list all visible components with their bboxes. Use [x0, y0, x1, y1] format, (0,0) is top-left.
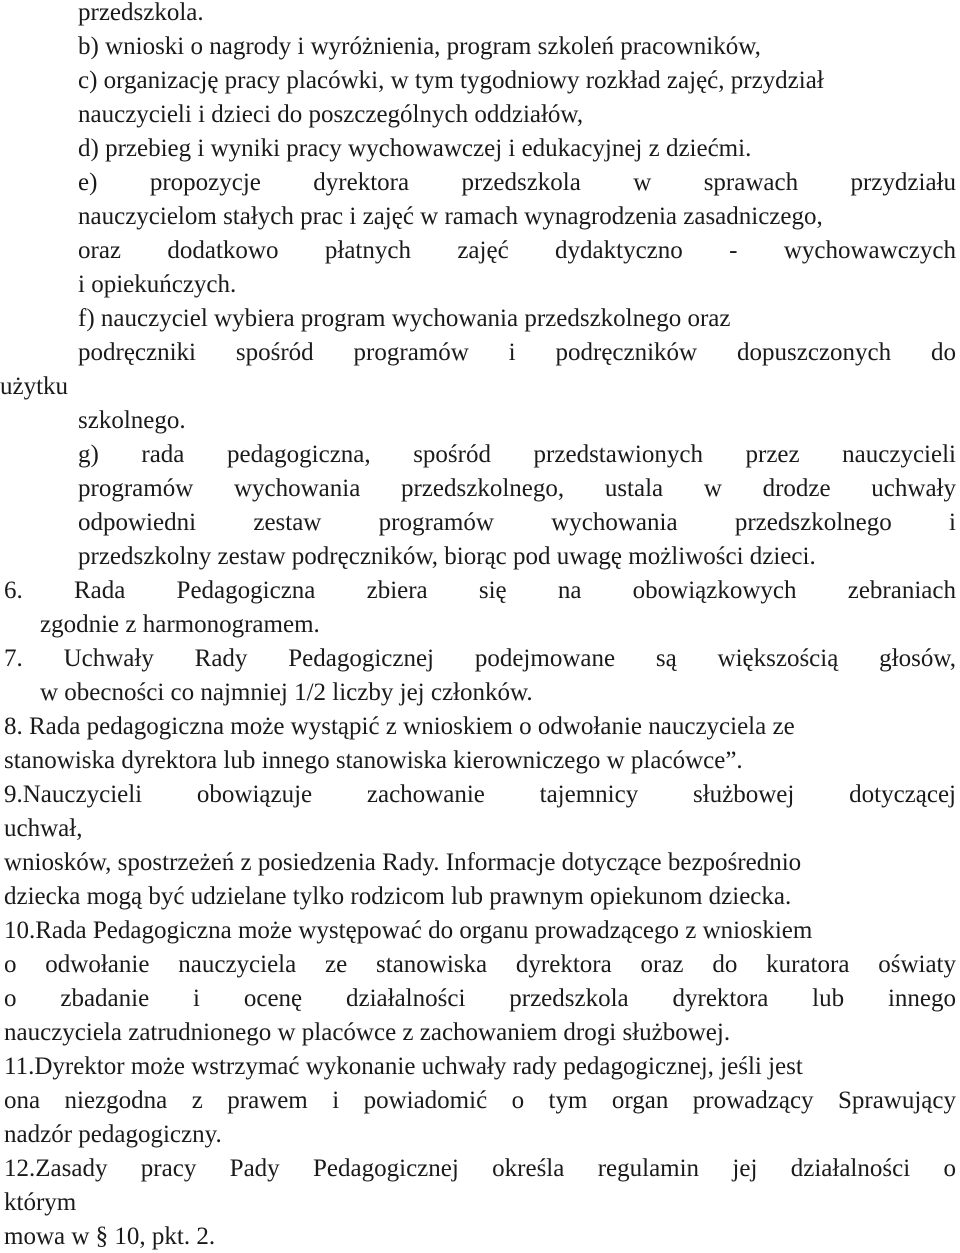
text-line: d) przebieg i wyniki pracy wychowawczej i edukacyjnej z dziećmi. — [78, 135, 752, 162]
text-line: nauczycielom stałych prac i zajęć w ramach wynagrodzenia zasadniczego, — [78, 203, 823, 230]
text-line: f) nauczyciel wybiera program wychowania przedszkolnego oraz — [78, 305, 731, 332]
text-line: programów wychowania przedszkolnego, ustala w drodze uchwały — [78, 475, 956, 502]
text-line: zgodnie z harmonogramem. — [40, 611, 320, 638]
text-line: podręczniki spośród programów i podręczników dopuszczonych do — [78, 339, 956, 366]
text-line: nadzór pedagogiczny. — [4, 1121, 222, 1148]
text-line: 12.Zasady pracy Pady Pedagogicznej określa regulamin jej działalności o — [4, 1155, 956, 1182]
text-line: b) wnioski o nagrody i wyróżnienia, program szkoleń pracowników, — [78, 33, 761, 60]
text-line: 10.Rada Pedagogiczna może występować do organu prowadzącego z wnioskiem — [4, 917, 813, 944]
text-line: c) organizację pracy placówki, w tym tygodniowy rozkład zajęć, przydział — [78, 67, 824, 94]
text-line: wniosków, spostrzeżeń z posiedzenia Rady. Informacje dotyczące bezpośrednio — [4, 849, 802, 876]
text-line: mowa w § 10, pkt. 2. — [4, 1223, 216, 1250]
text-line: którym — [4, 1189, 77, 1216]
text-line: stanowiska dyrektora lub innego stanowiska kierowniczego w placówce”. — [4, 747, 743, 774]
text-line: ona niezgodna z prawem i powiadomić o tym organ prowadzący Sprawujący — [4, 1087, 956, 1114]
text-line: użytku — [0, 373, 69, 400]
text-line: nauczycieli i dzieci do poszczególnych oddziałów, — [78, 101, 584, 128]
text-line: i opiekuńczych. — [78, 271, 237, 298]
text-line: o zbadanie i ocenę działalności przedszkola dyrektora lub innego — [4, 985, 956, 1012]
text-line: 7. Uchwały Rady Pedagogicznej podejmowane są większością głosów, — [4, 645, 956, 672]
text-line: e) propozycje dyrektora przedszkola w sprawach przydziału — [78, 169, 956, 196]
text-line: przedszkola. — [78, 0, 204, 26]
text-line: uchwał, — [4, 815, 83, 842]
text-line: nauczyciela zatrudnionego w placówce z zachowaniem drogi służbowej. — [4, 1019, 731, 1046]
text-line: przedszkolny zestaw podręczników, biorąc pod uwagę możliwości dzieci. — [78, 543, 816, 570]
text-line: o odwołanie nauczyciela ze stanowiska dyrektora oraz do kuratora oświaty — [4, 951, 956, 978]
text-line: 11.Dyrektor może wstrzymać wykonanie uchwały rady pedagogicznej, jeśli jest — [4, 1053, 803, 1080]
text-line: odpowiedni zestaw programów wychowania przedszkolnego i — [78, 509, 956, 536]
text-line: 9.Nauczycieli obowiązuje zachowanie tajemnicy służbowej dotyczącej — [4, 781, 956, 808]
text-line: oraz dodatkowo płatnych zajęć dydaktyczno - wychowawczych — [78, 237, 956, 264]
text-line: 8. Rada pedagogiczna może wystąpić z wnioskiem o odwołanie nauczyciela ze — [4, 713, 795, 740]
text-line: 6. Rada Pedagogiczna zbiera się na obowiązkowych zebraniach — [4, 577, 956, 604]
text-line: w obecności co najmniej 1/2 liczby jej członków. — [40, 679, 533, 706]
text-line: dziecka mogą być udzielane tylko rodzicom lub prawnym opiekunom dziecka. — [4, 883, 792, 910]
text-line: g) rada pedagogiczna, spośród przedstawionych przez nauczycieli — [78, 441, 956, 468]
text-line: szkolnego. — [78, 407, 186, 434]
